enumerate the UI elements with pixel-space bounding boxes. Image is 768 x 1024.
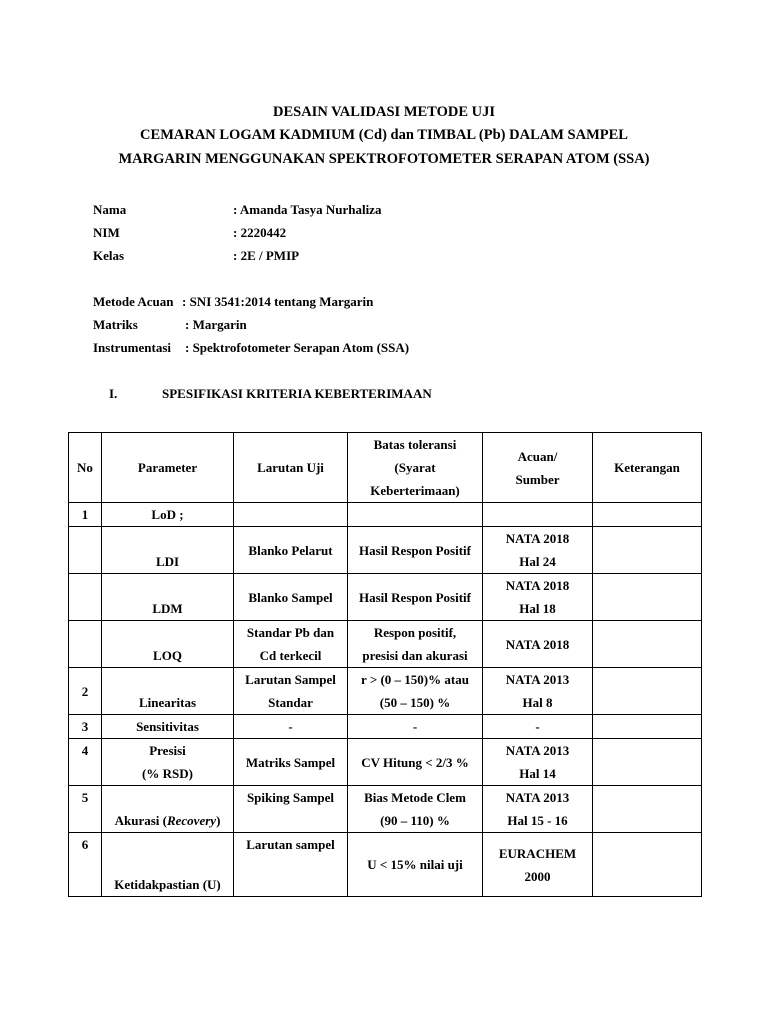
cell-acuan: NATA 2018 xyxy=(483,621,593,668)
cell-keterangan xyxy=(593,739,702,786)
cell-larutan: Spiking Sampel xyxy=(234,786,348,833)
table-row xyxy=(69,668,702,715)
cell-acuan xyxy=(483,786,593,833)
table-row xyxy=(69,503,702,527)
criteria-table xyxy=(68,432,702,897)
cell-keterangan xyxy=(593,621,702,668)
cell-no xyxy=(69,621,102,668)
table-row xyxy=(69,739,702,786)
matriks-row xyxy=(93,317,247,333)
cell-batas: U < 15% nilai uji xyxy=(348,833,483,897)
cell-acuan xyxy=(483,574,593,621)
cell-acuan xyxy=(483,527,593,574)
parameter-closing: ) xyxy=(216,813,221,828)
cell-keterangan xyxy=(593,715,702,739)
cell-larutan xyxy=(234,503,348,527)
cell-larutan: Matriks Sampel xyxy=(234,739,348,786)
kelas-label: Kelas xyxy=(93,248,125,263)
acuan-line-2: Hal 18 xyxy=(519,601,556,616)
cell-batas: - xyxy=(348,715,483,739)
cell-parameter: Ketidakpastian (U) xyxy=(102,833,234,897)
cell-batas xyxy=(348,786,483,833)
batas-line-1: Respon positif, xyxy=(373,625,457,640)
cell-no: 1 xyxy=(69,503,102,527)
table-header-row xyxy=(69,433,702,503)
cell-no xyxy=(69,574,102,621)
table-row xyxy=(69,527,702,574)
cell-batas xyxy=(348,621,483,668)
batas-line-1: r > (0 – 150)% atau xyxy=(361,672,469,687)
nim-row xyxy=(93,225,286,241)
parameter-text: Akurasi ( xyxy=(114,813,167,828)
cell-keterangan xyxy=(593,833,702,897)
acuan-line-1: NATA 2013 xyxy=(505,790,570,805)
larutan-line-1: Larutan Sampel xyxy=(245,672,336,687)
cell-parameter: Linearitas xyxy=(102,668,234,715)
metode-acuan-value: : SNI 3541:2014 tentang Margarin xyxy=(182,294,374,309)
metode-acuan-row xyxy=(93,294,373,310)
header-batas-line-3: Keberterimaan) xyxy=(370,483,460,498)
batas-line-1: Bias Metode Clem xyxy=(364,790,466,805)
cell-parameter xyxy=(102,739,234,786)
acuan-line-1: NATA 2018 xyxy=(505,531,570,546)
table-row xyxy=(69,715,702,739)
nama-value: : Amanda Tasya Nurhaliza xyxy=(233,202,382,217)
cell-batas: CV Hitung < 2/3 % xyxy=(348,739,483,786)
cell-larutan: - xyxy=(234,715,348,739)
acuan-line-1: NATA 2018 xyxy=(505,578,570,593)
document-title-line-3: MARGARIN MENGGUNAKAN SPEKTROFOTOMETER SERAPAN ATOM (SSA) xyxy=(118,151,650,167)
matriks-value: : Margarin xyxy=(185,317,247,332)
cell-acuan xyxy=(483,503,593,527)
acuan-line-1: NATA 2013 xyxy=(505,672,570,687)
cell-no: 3 xyxy=(69,715,102,739)
header-acuan-line-1: Acuan/ xyxy=(517,448,558,464)
header-batas-toleransi xyxy=(348,433,483,503)
cell-acuan xyxy=(483,833,593,897)
cell-parameter: Sensitivitas xyxy=(102,715,234,739)
header-acuan-sumber xyxy=(483,433,593,503)
metode-acuan-label: Metode Acuan xyxy=(93,294,174,309)
cell-larutan: Larutan sampel xyxy=(234,833,348,897)
cell-larutan xyxy=(234,621,348,668)
cell-no: 2 xyxy=(69,668,102,715)
nama-row xyxy=(93,202,381,218)
batas-line-2: presisi dan akurasi xyxy=(362,648,468,663)
cell-parameter: LoD ; xyxy=(102,503,234,527)
cell-batas: Hasil Respon Positif xyxy=(348,527,483,574)
larutan-line-1: Standar Pb dan xyxy=(246,625,335,640)
header-no: No xyxy=(69,433,102,503)
cell-keterangan xyxy=(593,503,702,527)
table-row xyxy=(69,786,702,833)
acuan-line-2: Hal 24 xyxy=(519,554,556,569)
cell-keterangan xyxy=(593,786,702,833)
parameter-line-2: (% RSD) xyxy=(142,766,193,781)
cell-acuan xyxy=(483,739,593,786)
cell-larutan xyxy=(234,668,348,715)
table-row xyxy=(69,833,702,897)
matriks-label: Matriks xyxy=(93,317,138,332)
acuan-line-2: Hal 8 xyxy=(522,695,553,710)
cell-batas: Hasil Respon Positif xyxy=(348,574,483,621)
cell-batas xyxy=(348,503,483,527)
batas-line-2: (50 – 150) % xyxy=(379,695,451,710)
table-row xyxy=(69,621,702,668)
cell-larutan: Blanko Sampel xyxy=(234,574,348,621)
cell-keterangan xyxy=(593,574,702,621)
cell-batas xyxy=(348,668,483,715)
acuan-line-2: Hal 14 xyxy=(519,766,556,781)
cell-parameter: LOQ xyxy=(102,621,234,668)
document-title-line-1: DESAIN VALIDASI METODE UJI xyxy=(273,104,495,120)
acuan-line-2: Hal 15 - 16 xyxy=(507,813,568,828)
batas-line-2: (90 – 110) % xyxy=(380,813,450,828)
cell-keterangan xyxy=(593,527,702,574)
cell-larutan: Blanko Pelarut xyxy=(234,527,348,574)
parameter-italic-text: Recovery xyxy=(166,813,217,828)
cell-keterangan xyxy=(593,668,702,715)
kelas-value: : 2E / PMIP xyxy=(233,248,300,263)
instrumentasi-label: Instrumentasi xyxy=(93,340,172,355)
header-batas-line-1: Batas toleransi xyxy=(373,437,457,452)
header-parameter: Parameter xyxy=(102,433,234,503)
larutan-line-2: Cd terkecil xyxy=(259,648,322,663)
acuan-line-1: EURACHEM xyxy=(498,845,577,861)
acuan-line-2: 2000 xyxy=(524,868,551,884)
cell-parameter: LDI xyxy=(102,527,234,574)
table-row xyxy=(69,574,702,621)
section-number: I. xyxy=(109,386,118,401)
kelas-row xyxy=(93,248,299,264)
cell-no: 6 xyxy=(69,833,102,897)
section-title: SPESIFIKASI KRITERIA KEBERTERIMAAN xyxy=(162,386,432,401)
acuan-line-1: NATA 2013 xyxy=(505,743,570,758)
cell-parameter xyxy=(102,786,234,833)
cell-acuan xyxy=(483,668,593,715)
document-title-line-2: CEMARAN LOGAM KADMIUM (Cd) dan TIMBAL (Pb) DALAM SAMPEL xyxy=(140,127,628,143)
nim-value: : 2220442 xyxy=(233,225,287,240)
cell-parameter: LDM xyxy=(102,574,234,621)
header-keterangan: Keterangan xyxy=(593,433,702,503)
cell-no xyxy=(69,527,102,574)
header-larutan-uji: Larutan Uji xyxy=(234,433,348,503)
nama-label: Nama xyxy=(93,202,127,217)
header-batas-line-2: (Syarat xyxy=(394,460,436,475)
cell-no: 5 xyxy=(69,786,102,833)
nim-label: NIM xyxy=(93,225,120,240)
cell-no: 4 xyxy=(69,739,102,786)
cell-acuan: - xyxy=(483,715,593,739)
instrumentasi-value: : Spektrofotometer Serapan Atom (SSA) xyxy=(185,340,410,355)
parameter-line-1: Presisi xyxy=(149,743,186,758)
header-acuan-line-2: Sumber xyxy=(515,471,560,487)
instrumentasi-row xyxy=(93,340,409,356)
larutan-line-2: Standar xyxy=(268,695,313,710)
